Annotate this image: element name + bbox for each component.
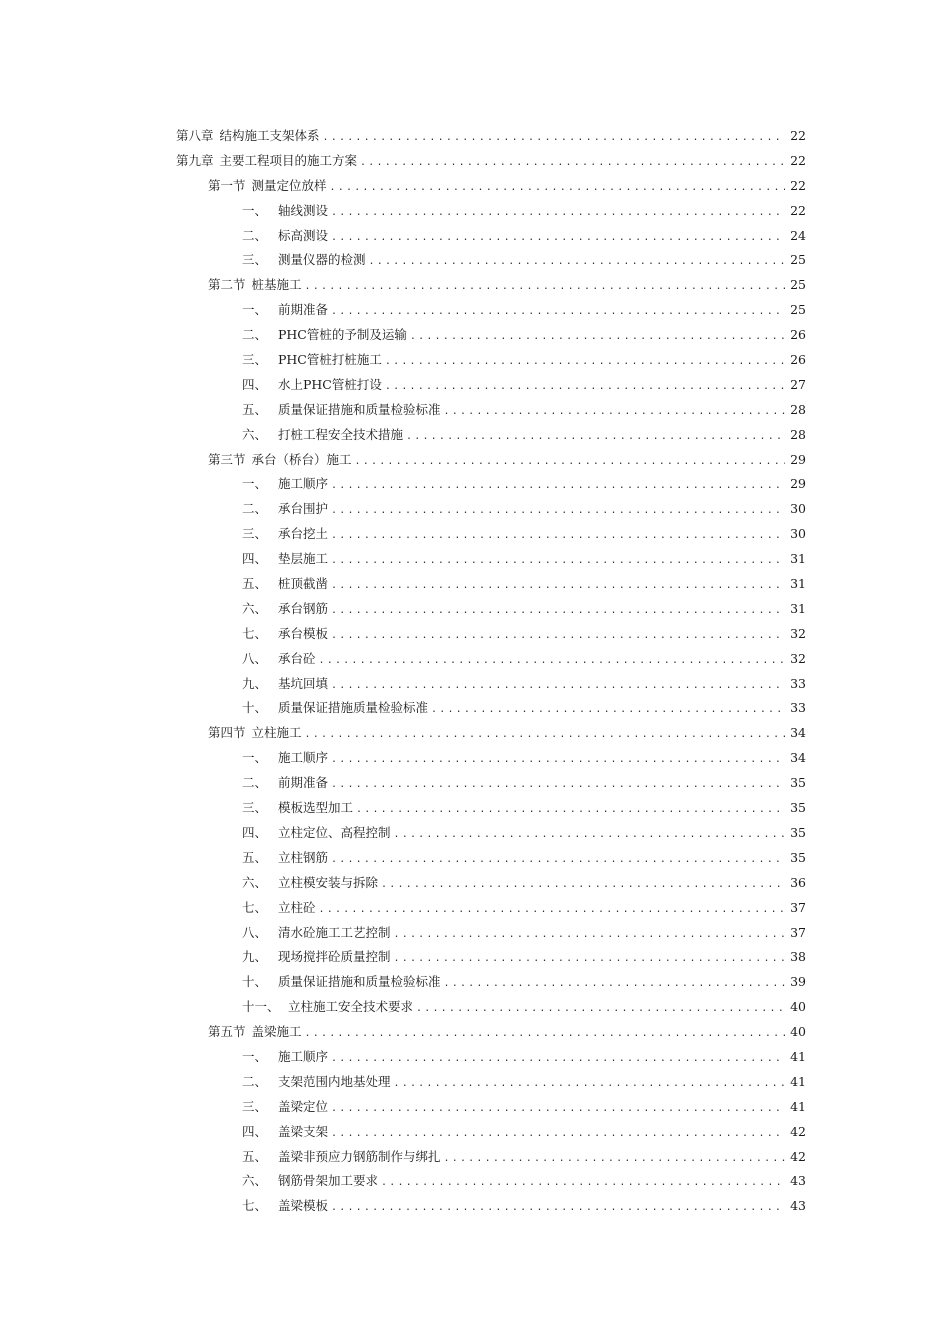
toc-entry-title: 盖梁模板 [278, 1198, 329, 1214]
toc-entry-number: 一、 [242, 302, 268, 318]
toc-entry[interactable] [176, 224, 806, 249]
toc-entry-page-number: 35 [790, 800, 806, 816]
toc-entry-number: 七、 [242, 899, 268, 915]
toc-entry-title: 施工顺序 [278, 1048, 329, 1064]
toc-leader-dots [331, 674, 785, 699]
toc-entry-page-number: 32 [790, 625, 806, 641]
toc-entry[interactable] [176, 149, 806, 174]
toc-entry-number: 五、 [242, 576, 268, 592]
toc-entry-title: 承台钢筋 [278, 600, 329, 616]
toc-leader-dots [330, 176, 785, 201]
toc-entry-number: 四、 [242, 1123, 268, 1139]
toc-entry-title: 质量保证措施和质量检验标准 [278, 401, 441, 417]
toc-leader-dots [381, 873, 785, 898]
toc-entry-number: 二、 [242, 501, 268, 517]
toc-entry[interactable] [176, 821, 806, 846]
toc-entry-page-number: 22 [790, 128, 806, 143]
toc-entry[interactable] [176, 273, 806, 298]
toc-leader-dots [416, 997, 785, 1022]
toc-entry-number: 五、 [242, 849, 268, 865]
toc-leader-dots [431, 698, 785, 723]
toc-entry-title: 质量保证措施和质量检验标准 [278, 974, 441, 990]
toc-entry[interactable] [176, 448, 806, 473]
toc-entry-number: 二、 [242, 775, 268, 791]
toc-leader-dots [331, 773, 785, 798]
toc-leader-dots [410, 325, 785, 350]
toc-entry-title: 模板选型加工 [278, 800, 354, 816]
toc-entry-page-number: 43 [790, 1173, 806, 1189]
toc-entry-page-number: 37 [790, 924, 806, 940]
toc-entry-number: 一、 [242, 750, 268, 766]
toc-entry-page-number: 26 [790, 327, 806, 343]
toc-leader-dots [444, 400, 785, 425]
toc-entry-number: 第三节 [208, 451, 246, 467]
toc-entry-title: 桩基施工 [251, 277, 302, 293]
toc-entry[interactable] [176, 1020, 806, 1045]
toc-leader-dots [394, 923, 785, 948]
toc-entry-page-number: 28 [790, 401, 806, 417]
toc-leader-dots [331, 524, 785, 549]
toc-entry[interactable] [176, 248, 806, 273]
toc-entry-title: 支架范围内地基处理 [278, 1073, 391, 1089]
toc-entry[interactable] [176, 921, 806, 946]
toc-entry[interactable] [176, 1045, 806, 1070]
toc-entry-title: 立柱施工 [251, 725, 302, 741]
toc-entry-page-number: 34 [790, 750, 806, 766]
toc-leader-dots [360, 151, 785, 176]
toc-leader-dots [331, 1122, 785, 1147]
toc-entry[interactable] [176, 522, 806, 547]
toc-entry[interactable] [176, 497, 806, 522]
toc-entry-number: 四、 [242, 376, 268, 392]
toc-entry-title: PHC管桩的予制及运输 [278, 327, 407, 343]
toc-entry-page-number: 26 [790, 352, 806, 368]
toc-entry-page-number: 30 [790, 526, 806, 542]
toc-entry-title: 测量定位放样 [251, 177, 327, 193]
toc-entry-title: 承台围护 [278, 501, 329, 517]
toc-entry-page-number: 34 [790, 725, 806, 741]
toc-entry-number: 六、 [242, 874, 268, 890]
toc-entry-page-number: 35 [790, 824, 806, 840]
toc-entry-title: 盖梁非预应力钢筋制作与绑扎 [278, 1148, 441, 1164]
toc-leader-dots [331, 474, 785, 499]
toc-entry[interactable] [176, 846, 806, 871]
toc-entry[interactable] [176, 970, 806, 995]
toc-entry-page-number: 31 [790, 576, 806, 592]
toc-leader-dots [331, 549, 785, 574]
toc-entry-number: 九、 [242, 675, 268, 691]
toc-entry-number: 第五节 [208, 1024, 246, 1040]
toc-leader-dots [319, 649, 785, 674]
toc-entry-number: 第一节 [208, 177, 246, 193]
toc-entry-page-number: 39 [790, 974, 806, 990]
toc-entry-page-number: 40 [790, 999, 806, 1015]
toc-entry-title: 结构施工支架体系 [219, 128, 320, 143]
toc-entry[interactable] [176, 1194, 806, 1219]
toc-entry-page-number: 42 [790, 1123, 806, 1139]
toc-entry-number: 二、 [242, 327, 268, 343]
toc-entry[interactable] [176, 896, 806, 921]
toc-entry-page-number: 33 [790, 675, 806, 691]
toc-leader-dots [305, 723, 785, 748]
toc-entry-page-number: 40 [790, 1024, 806, 1040]
toc-entry-page-number: 32 [790, 650, 806, 666]
toc-entry-title: 轴线测设 [278, 202, 329, 218]
toc-entry-page-number: 31 [790, 551, 806, 567]
toc-leader-dots [305, 275, 785, 300]
toc-entry-title: 前期准备 [278, 775, 329, 791]
toc-entry-page-number: 25 [790, 277, 806, 293]
toc-leader-dots [331, 599, 785, 624]
toc-entry-page-number: 22 [790, 202, 806, 218]
toc-leader-dots [305, 1022, 785, 1047]
toc-entry[interactable] [176, 771, 806, 796]
toc-entry-title: 盖梁定位 [278, 1098, 329, 1114]
toc-leader-dots [406, 425, 785, 450]
toc-entry[interactable] [176, 995, 806, 1020]
toc-entry-page-number: 33 [790, 700, 806, 716]
toc-leader-dots [331, 300, 785, 325]
toc-entry[interactable] [176, 721, 806, 746]
toc-leader-dots [319, 898, 785, 923]
toc-leader-dots [394, 823, 785, 848]
toc-entry-page-number: 28 [790, 426, 806, 442]
toc-leader-dots [394, 947, 785, 972]
toc-entry[interactable] [176, 199, 806, 224]
toc-entry-number: 三、 [242, 800, 268, 816]
toc-entry[interactable] [176, 746, 806, 771]
toc-entry-title: 盖梁施工 [251, 1024, 302, 1040]
toc-entry-title: 现场搅拌砼质量控制 [278, 949, 391, 965]
toc-entry-title: 承台模板 [278, 625, 329, 641]
toc-entry-number: 一、 [242, 1048, 268, 1064]
toc-entry[interactable] [176, 423, 806, 448]
toc-entry-number: 三、 [242, 352, 268, 368]
toc-entry-page-number: 35 [790, 775, 806, 791]
toc-entry[interactable] [176, 124, 806, 149]
toc-entry-title: 钢筋骨架加工要求 [278, 1173, 379, 1189]
toc-entry-number: 七、 [242, 1198, 268, 1214]
toc-entry-page-number: 24 [790, 227, 806, 243]
toc-entry-page-number: 41 [790, 1098, 806, 1114]
toc-entry-page-number: 25 [790, 252, 806, 268]
toc-entry-page-number: 22 [790, 152, 806, 168]
toc-entry-number: 六、 [242, 1173, 268, 1189]
toc-entry-title: 清水砼施工工艺控制 [278, 924, 391, 940]
toc-entry[interactable] [176, 796, 806, 821]
toc-entry-title: 施工顺序 [278, 750, 329, 766]
toc-entry-page-number: 38 [790, 949, 806, 965]
toc-entry-number: 六、 [242, 600, 268, 616]
toc-leader-dots [369, 250, 785, 275]
toc-leader-dots [331, 1047, 785, 1072]
toc-entry-number: 五、 [242, 1148, 268, 1164]
toc-entry-page-number: 22 [790, 177, 806, 193]
toc-leader-dots [355, 450, 785, 475]
toc-entry-number: 八、 [242, 924, 268, 940]
toc-entry[interactable] [176, 647, 806, 672]
toc-entry-number: 十一、 [242, 999, 280, 1015]
toc-entry[interactable] [176, 1120, 806, 1145]
toc-entry-title: 质量保证措施质量检验标准 [278, 700, 429, 716]
toc-leader-dots [444, 972, 785, 997]
toc-entry[interactable] [176, 174, 806, 199]
toc-entry-title: 承台（桥台）施工 [251, 451, 352, 467]
toc-leader-dots [381, 1171, 785, 1196]
toc-entry-page-number: 27 [790, 376, 806, 392]
toc-entry-page-number: 31 [790, 600, 806, 616]
toc-entry-title: 测量仪器的检测 [278, 252, 366, 268]
toc-entry-number: 一、 [242, 202, 268, 218]
toc-leader-dots [331, 748, 785, 773]
toc-entry[interactable] [176, 945, 806, 970]
toc-entry-title: PHC管桩打桩施工 [278, 352, 382, 368]
toc-entry-title: 立柱施工安全技术要求 [288, 999, 414, 1015]
toc-entry-title: 立柱定位、高程控制 [278, 824, 391, 840]
toc-entry-page-number: 42 [790, 1148, 806, 1164]
toc-leader-dots [331, 1196, 785, 1221]
toc-leader-dots [331, 499, 785, 524]
toc-entry-title: 立柱砼 [278, 899, 316, 915]
toc-entry-title: 基坑回填 [278, 675, 329, 691]
toc-entry-page-number: 30 [790, 501, 806, 517]
toc-entry-page-number: 41 [790, 1048, 806, 1064]
toc-entry-title: 立柱模安装与拆除 [278, 874, 379, 890]
toc-entry-page-number: 41 [790, 1073, 806, 1089]
toc-entry[interactable] [176, 572, 806, 597]
toc-entry-title: 盖梁支架 [278, 1123, 329, 1139]
toc-entry-number: 二、 [242, 227, 268, 243]
toc-leader-dots [331, 1097, 785, 1122]
toc-entry[interactable] [176, 348, 806, 373]
toc-entry-page-number: 37 [790, 899, 806, 915]
toc-entry-number: 第二节 [208, 277, 246, 293]
toc-entry-title: 垫层施工 [278, 551, 329, 567]
toc-entry[interactable] [176, 597, 806, 622]
toc-entry-number: 三、 [242, 526, 268, 542]
toc-leader-dots [331, 201, 785, 226]
toc-entry-title: 标高测设 [278, 227, 329, 243]
toc-entry-number: 四、 [242, 551, 268, 567]
toc-entry[interactable] [176, 871, 806, 896]
toc-entry[interactable] [176, 672, 806, 697]
toc-leader-dots [331, 574, 785, 599]
toc-leader-dots [356, 798, 785, 823]
toc-entry-number: 第四节 [208, 725, 246, 741]
toc-leader-dots [331, 848, 785, 873]
toc-entry-title: 承台砼 [278, 650, 316, 666]
toc-leader-dots [394, 1072, 785, 1097]
toc-entry-title: 承台挖土 [278, 526, 329, 542]
toc-entry-number: 四、 [242, 824, 268, 840]
toc-entry-title: 主要工程项目的施工方案 [219, 152, 358, 168]
toc-entry-title: 水上PHC管桩打设 [278, 376, 382, 392]
toc-entry-number: 一、 [242, 476, 268, 492]
toc-entry[interactable] [176, 547, 806, 572]
toc-entry-number: 二、 [242, 1073, 268, 1089]
toc-leader-dots [444, 1147, 785, 1172]
toc-entry[interactable] [176, 472, 806, 497]
toc-entry-number: 七、 [242, 625, 268, 641]
toc-entry[interactable] [176, 1070, 806, 1095]
table-of-contents [176, 124, 806, 1219]
toc-entry[interactable] [176, 1095, 806, 1120]
toc-entry-page-number: 25 [790, 302, 806, 318]
toc-entry[interactable] [176, 298, 806, 323]
toc-entry-number: 六、 [242, 426, 268, 442]
toc-entry-page-number: 29 [790, 476, 806, 492]
toc-leader-dots [385, 350, 785, 375]
toc-entry-number: 十、 [242, 974, 268, 990]
toc-leader-dots [385, 375, 785, 400]
toc-entry[interactable] [176, 1169, 806, 1194]
toc-entry-number: 第八章 [176, 128, 214, 143]
toc-entry-title: 桩顶截凿 [278, 576, 329, 592]
toc-leader-dots [323, 126, 785, 151]
toc-entry[interactable] [176, 1145, 806, 1170]
toc-entry-number: 三、 [242, 252, 268, 268]
toc-entry-number: 第九章 [176, 152, 214, 168]
toc-entry-page-number: 43 [790, 1198, 806, 1214]
toc-leader-dots [331, 624, 785, 649]
toc-leader-dots [331, 226, 785, 251]
toc-entry[interactable] [176, 398, 806, 423]
toc-entry-number: 八、 [242, 650, 268, 666]
toc-entry[interactable] [176, 696, 806, 721]
toc-entry-number: 三、 [242, 1098, 268, 1114]
toc-entry-title: 施工顺序 [278, 476, 329, 492]
toc-entry[interactable] [176, 373, 806, 398]
toc-entry-number: 五、 [242, 401, 268, 417]
toc-entry-page-number: 29 [790, 451, 806, 467]
toc-entry[interactable] [176, 323, 806, 348]
toc-entry[interactable] [176, 622, 806, 647]
toc-entry-page-number: 35 [790, 849, 806, 865]
toc-entry-title: 前期准备 [278, 302, 329, 318]
toc-entry-number: 十、 [242, 700, 268, 716]
toc-entry-title: 打桩工程安全技术措施 [278, 426, 404, 442]
toc-entry-title: 立柱钢筋 [278, 849, 329, 865]
toc-entry-page-number: 36 [790, 874, 806, 890]
toc-entry-number: 九、 [242, 949, 268, 965]
